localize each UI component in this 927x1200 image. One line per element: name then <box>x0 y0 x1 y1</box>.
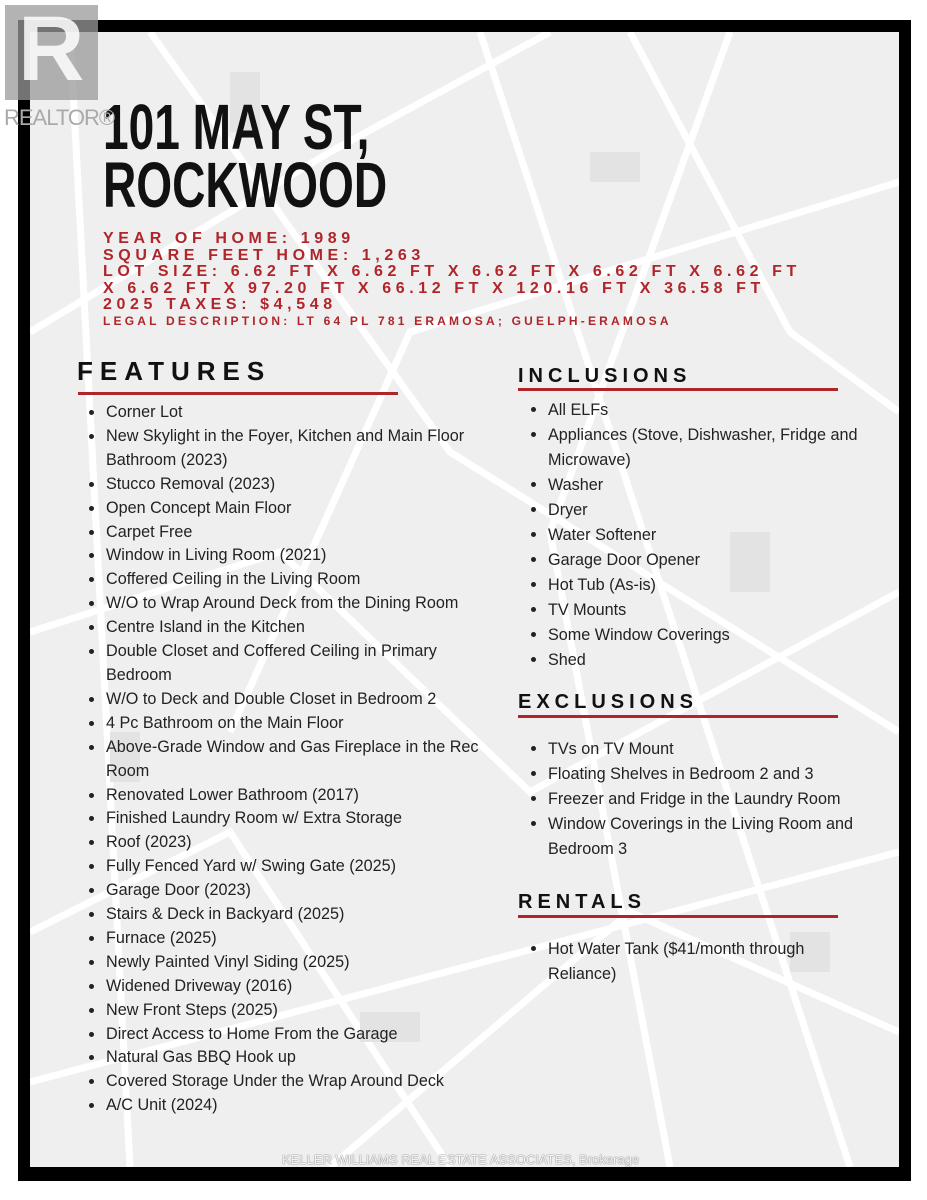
inclusions-item: Dryer <box>531 498 861 523</box>
features-item: Above-Grade Window and Gas Fireplace in the Rec Room <box>89 736 489 784</box>
features-item: New Front Steps (2025) <box>89 999 489 1023</box>
year-of-home: YEAR OF HOME: 1989 <box>103 230 355 247</box>
features-item: Roof (2023) <box>89 831 489 855</box>
taxes: 2025 TAXES: $4,548 <box>103 296 337 314</box>
features-divider <box>78 392 398 395</box>
features-item: Double Closet and Coffered Ceiling in Primary Bedroom <box>89 640 489 688</box>
lot-size-cont: X 6.62 FT X 97.20 FT X 66.12 FT X 120.16 FT X 36.58 FT <box>103 279 765 297</box>
inclusions-heading: INCLUSIONS <box>518 365 692 387</box>
features-item: Fully Fenced Yard w/ Swing Gate (2025) <box>89 855 489 879</box>
exclusions-heading: EXCLUSIONS <box>518 691 699 713</box>
square-feet: SQUARE FEET HOME: 1,263 <box>103 246 425 264</box>
features-item: A/C Unit (2024) <box>89 1094 489 1118</box>
features-item: Open Concept Main Floor <box>89 497 489 521</box>
inclusions-item: All ELFs <box>531 398 861 423</box>
features-item: Newly Painted Vinyl Siding (2025) <box>89 951 489 975</box>
features-list <box>89 401 489 1118</box>
rentals-divider <box>518 915 838 918</box>
features-item: Covered Storage Under the Wrap Around Deck <box>89 1070 489 1094</box>
exclusions-item: Floating Shelves in Bedroom 2 and 3 <box>531 762 871 787</box>
exclusions-item: Window Coverings in the Living Room and Bedroom 3 <box>531 812 871 862</box>
features-item: Furnace (2025) <box>89 927 489 951</box>
features-item: Stairs & Deck in Backyard (2025) <box>89 903 489 927</box>
property-info <box>103 231 801 329</box>
features-item: Window in Living Room (2021) <box>89 544 489 568</box>
features-item: Finished Laundry Room w/ Extra Storage <box>89 807 489 831</box>
inclusions-item: Appliances (Stove, Dishwasher, Fridge and Microwave) <box>531 423 861 473</box>
features-item: Coffered Ceiling in the Living Room <box>89 568 489 592</box>
features-item: Natural Gas BBQ Hook up <box>89 1046 489 1070</box>
rentals-list <box>531 937 861 987</box>
features-item: W/O to Wrap Around Deck from the Dining Room <box>89 592 489 616</box>
inclusions-item: TV Mounts <box>531 598 861 623</box>
features-item: Renovated Lower Bathroom (2017) <box>89 784 489 808</box>
inclusions-divider <box>518 388 838 391</box>
inclusions-item: Washer <box>531 473 861 498</box>
inclusions-item: Shed <box>531 648 861 673</box>
features-item: Centre Island in the Kitchen <box>89 616 489 640</box>
rentals-item: Hot Water Tank ($41/month through Reliance) <box>531 937 861 987</box>
features-item: Carpet Free <box>89 521 489 545</box>
features-item: Widened Driveway (2016) <box>89 975 489 999</box>
brokerage-footer: KELLER WILLIAMS REAL ESTATE ASSOCIATES, Brokerage <box>282 1152 640 1167</box>
inclusions-item: Garage Door Opener <box>531 548 861 573</box>
inclusions-item: Hot Tub (As-is) <box>531 573 861 598</box>
legal-description: LEGAL DESCRIPTION: LT 64 PL 781 ERAMOSA; GUELPH-ERAMOSA <box>103 313 672 328</box>
features-item: Direct Access to Home From the Garage <box>89 1023 489 1047</box>
rentals-heading: RENTALS <box>518 891 646 913</box>
features-heading: FEATURES <box>77 356 272 386</box>
features-item: Corner Lot <box>89 401 489 425</box>
realtor-logo: R REALTOR® <box>4 0 115 130</box>
inclusions-item: Some Window Coverings <box>531 623 861 648</box>
features-item: Stucco Removal (2023) <box>89 473 489 497</box>
inclusions-list <box>531 398 861 673</box>
property-address-title: 101 MAY ST, ROCKWOOD <box>103 91 388 221</box>
exclusions-list <box>531 737 871 862</box>
exclusions-item: Freezer and Fridge in the Laundry Room <box>531 787 871 812</box>
features-item: Garage Door (2023) <box>89 879 489 903</box>
features-item: 4 Pc Bathroom on the Main Floor <box>89 712 489 736</box>
exclusions-item: TVs on TV Mount <box>531 737 871 762</box>
exclusions-divider <box>518 715 838 718</box>
features-item: W/O to Deck and Double Closet in Bedroom 2 <box>89 688 489 712</box>
features-item: New Skylight in the Foyer, Kitchen and Main Floor Bathroom (2023) <box>89 425 489 473</box>
inclusions-item: Water Softener <box>531 523 861 548</box>
lot-size: LOT SIZE: 6.62 FT X 6.62 FT X 6.62 FT X 6.62 FT X 6.62 FT <box>103 263 801 281</box>
